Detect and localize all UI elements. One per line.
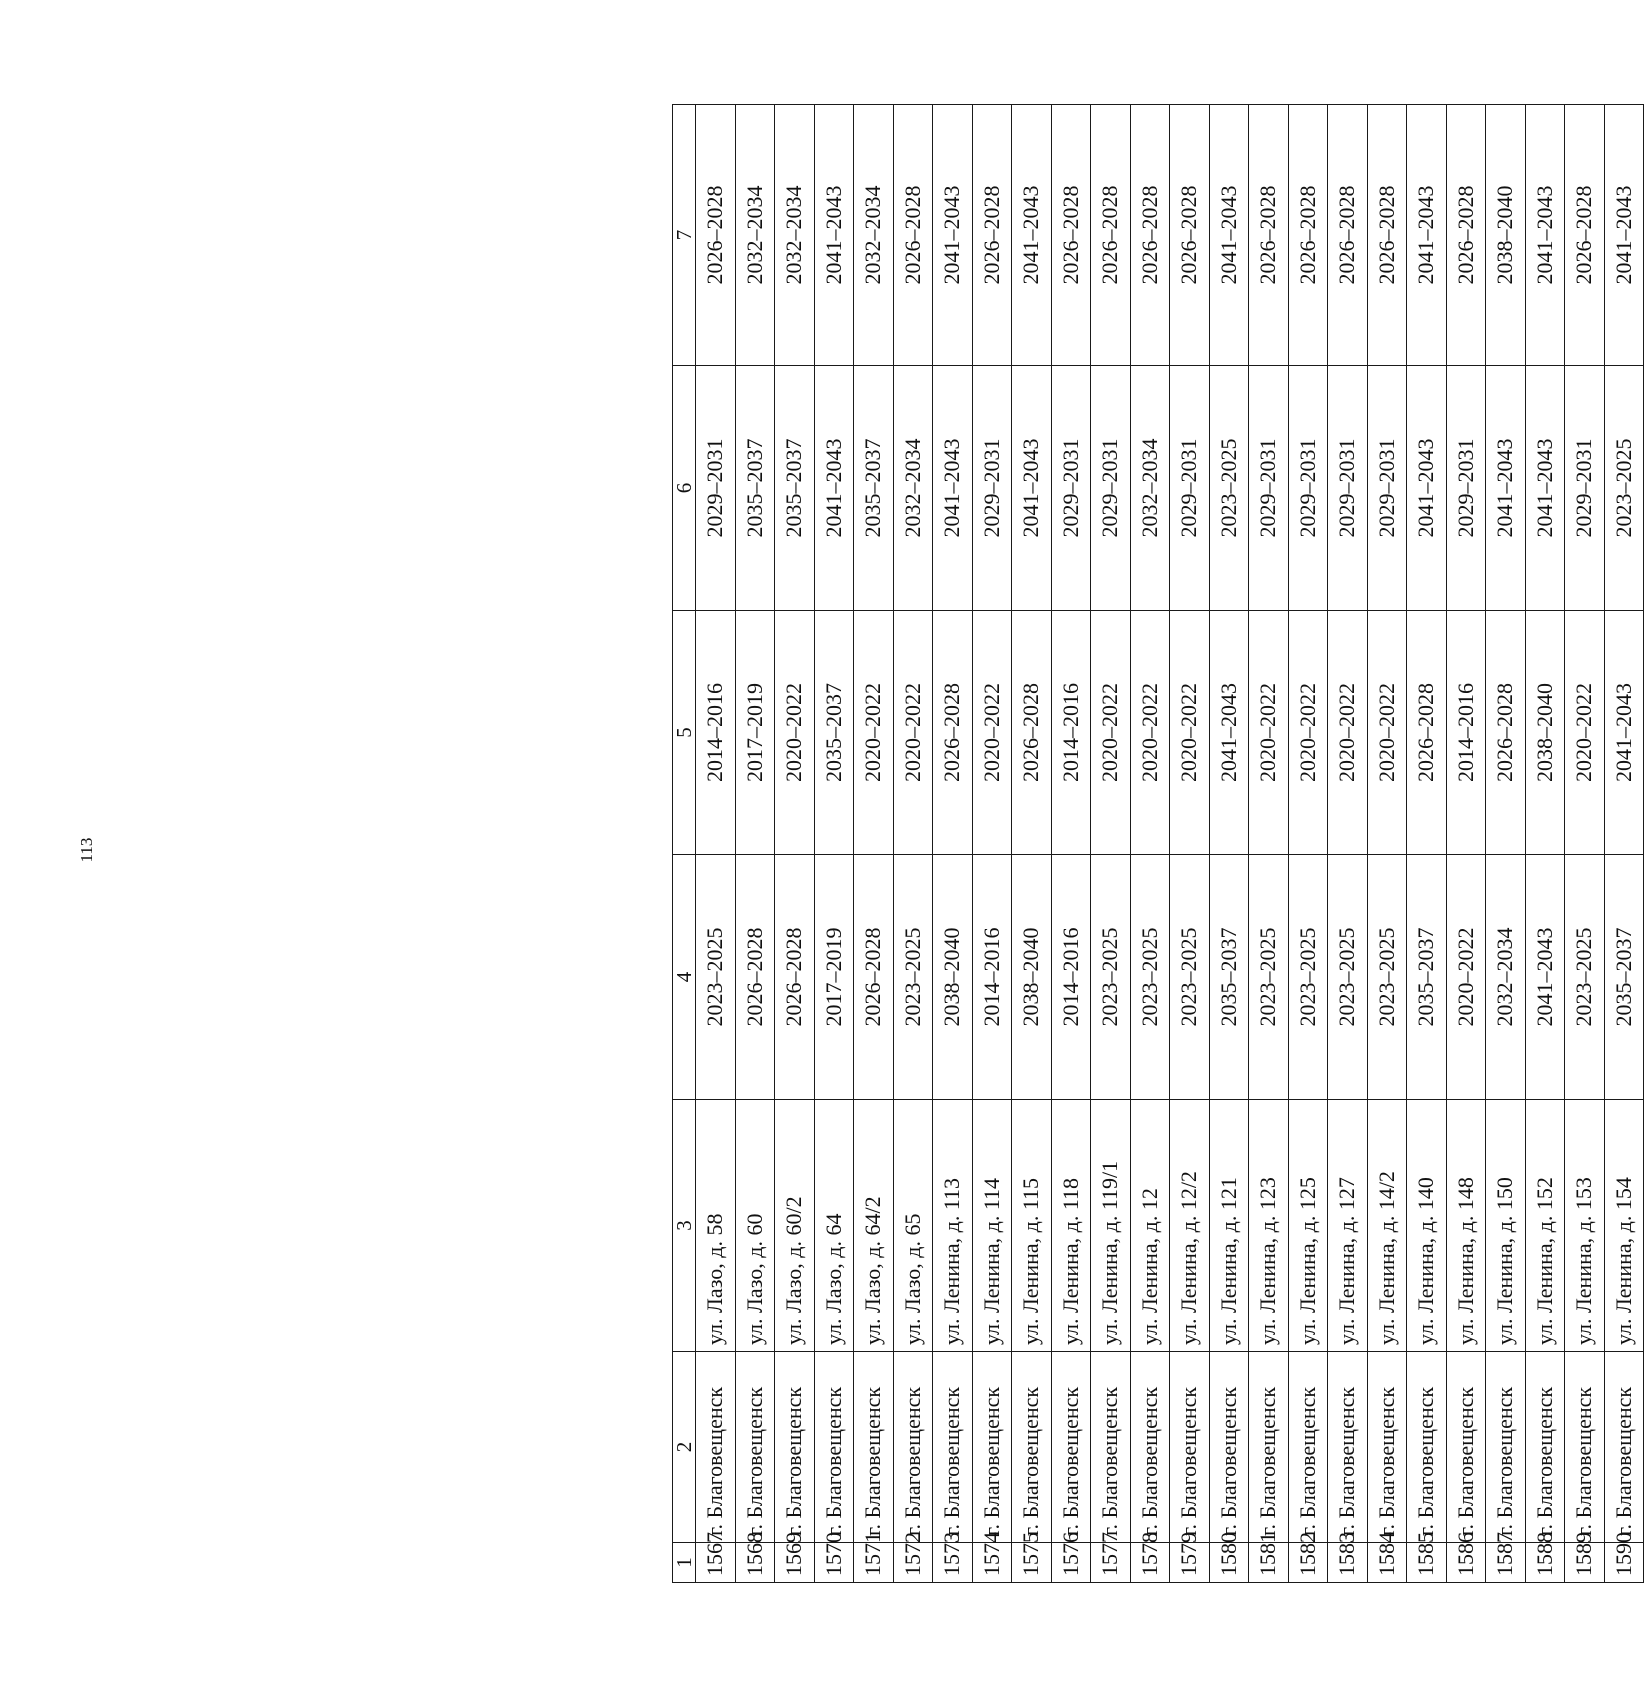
table-row <box>1604 105 1644 1583</box>
table-row <box>735 105 775 1583</box>
table-body <box>696 105 1644 1583</box>
period-cell: 2035–2037 <box>854 366 894 611</box>
period-cell: 2035–2037 <box>1407 855 1447 1100</box>
row-number-cell: 1576 <box>1051 1543 1091 1583</box>
address-cell: ул. Ленина, д. 123 <box>1249 1100 1289 1352</box>
address-cell: ул. Ленина, д. 114 <box>972 1100 1012 1352</box>
period-cell: 2026–2028 <box>1565 105 1605 366</box>
period-cell: 2032–2034 <box>775 105 815 366</box>
period-cell: 2020–2022 <box>1367 611 1407 855</box>
city-cell: г. Благовещенск <box>1091 1352 1131 1543</box>
table-row <box>1525 105 1565 1583</box>
period-cell: 2041–2043 <box>933 366 973 611</box>
address-cell: ул. Ленина, д. 12/2 <box>1170 1100 1210 1352</box>
period-cell: 2041–2043 <box>1012 105 1052 366</box>
period-cell: 2026–2028 <box>1091 105 1131 366</box>
table-row <box>696 105 736 1583</box>
address-cell: ул. Лазо, д. 60 <box>735 1100 775 1352</box>
column-header: 4 <box>673 855 696 1100</box>
period-cell: 2023–2025 <box>1209 366 1249 611</box>
city-cell: г. Благовещенск <box>1130 1352 1170 1543</box>
period-cell: 2032–2034 <box>893 366 933 611</box>
period-cell: 2041–2043 <box>1525 855 1565 1100</box>
period-cell: 2020–2022 <box>854 611 894 855</box>
row-number-cell: 1567 <box>696 1543 736 1583</box>
city-cell: г. Благовещенск <box>696 1352 736 1543</box>
period-cell: 2020–2022 <box>1328 611 1368 855</box>
period-cell: 2038–2040 <box>1525 611 1565 855</box>
period-cell: 2035–2037 <box>735 366 775 611</box>
address-cell: ул. Ленина, д. 119/1 <box>1091 1100 1131 1352</box>
table-row <box>1091 105 1131 1583</box>
row-number-cell: 1573 <box>933 1543 973 1583</box>
period-cell: 2020–2022 <box>1288 611 1328 855</box>
period-cell: 2029–2031 <box>1328 366 1368 611</box>
period-cell: 2041–2043 <box>1012 366 1052 611</box>
city-cell: г. Благовещенск <box>775 1352 815 1543</box>
city-cell: г. Благовещенск <box>1565 1352 1605 1543</box>
period-cell: 2014–2016 <box>972 855 1012 1100</box>
row-number-cell: 1570 <box>814 1543 854 1583</box>
city-cell: г. Благовещенск <box>1209 1352 1249 1543</box>
period-cell: 2032–2034 <box>854 105 894 366</box>
address-cell: ул. Ленина, д. 154 <box>1604 1100 1644 1352</box>
period-cell: 2038–2040 <box>1012 855 1052 1100</box>
period-cell: 2041–2043 <box>1604 611 1644 855</box>
period-cell: 2041–2043 <box>1525 105 1565 366</box>
table-row <box>814 105 854 1583</box>
row-number-cell: 1584 <box>1367 1543 1407 1583</box>
row-number-cell: 1574 <box>972 1543 1012 1583</box>
table-row <box>1486 105 1526 1583</box>
period-cell: 2041–2043 <box>1407 366 1447 611</box>
period-cell: 2017–2019 <box>735 611 775 855</box>
period-cell: 2029–2031 <box>972 366 1012 611</box>
address-cell: ул. Ленина, д. 14/2 <box>1367 1100 1407 1352</box>
period-cell: 2023–2025 <box>1170 855 1210 1100</box>
period-cell: 2023–2025 <box>1249 855 1289 1100</box>
period-cell: 2029–2031 <box>1565 366 1605 611</box>
column-header: 6 <box>673 366 696 611</box>
period-cell: 2038–2040 <box>1486 105 1526 366</box>
city-cell: г. Благовещенск <box>1407 1352 1447 1543</box>
column-header: 3 <box>673 1100 696 1352</box>
period-cell: 2041–2043 <box>1604 105 1644 366</box>
period-cell: 2026–2028 <box>1446 105 1486 366</box>
row-number-cell: 1579 <box>1170 1543 1210 1583</box>
period-cell: 2029–2031 <box>1249 366 1289 611</box>
period-cell: 2020–2022 <box>1249 611 1289 855</box>
address-cell: ул. Ленина, д. 125 <box>1288 1100 1328 1352</box>
period-cell: 2029–2031 <box>1446 366 1486 611</box>
row-number-cell: 1586 <box>1446 1543 1486 1583</box>
period-cell: 2023–2025 <box>1604 366 1644 611</box>
row-number-cell: 1581 <box>1249 1543 1289 1583</box>
period-cell: 2026–2028 <box>972 105 1012 366</box>
period-cell: 2020–2022 <box>1446 855 1486 1100</box>
period-cell: 2020–2022 <box>775 611 815 855</box>
period-cell: 2035–2037 <box>814 611 854 855</box>
data-table <box>672 104 1644 1583</box>
period-cell: 2041–2043 <box>1486 366 1526 611</box>
period-cell: 2029–2031 <box>1170 366 1210 611</box>
period-cell: 2041–2043 <box>1209 105 1249 366</box>
period-cell: 2026–2028 <box>1249 105 1289 366</box>
table-row <box>1565 105 1605 1583</box>
city-cell: г. Благовещенск <box>933 1352 973 1543</box>
period-cell: 2020–2022 <box>1565 611 1605 855</box>
row-number-cell: 1575 <box>1012 1543 1052 1583</box>
table-row <box>1249 105 1289 1583</box>
period-cell: 2014–2016 <box>1051 855 1091 1100</box>
table-row <box>775 105 815 1583</box>
address-cell: ул. Ленина, д. 121 <box>1209 1100 1249 1352</box>
table-row <box>1407 105 1447 1583</box>
period-cell: 2020–2022 <box>893 611 933 855</box>
period-cell: 2035–2037 <box>1604 855 1644 1100</box>
city-cell: г. Благовещенск <box>1170 1352 1210 1543</box>
period-cell: 2038–2040 <box>933 855 973 1100</box>
row-number-cell: 1585 <box>1407 1543 1447 1583</box>
period-cell: 2020–2022 <box>1130 611 1170 855</box>
address-cell: ул. Лазо, д. 64 <box>814 1100 854 1352</box>
row-number-cell: 1589 <box>1565 1543 1605 1583</box>
period-cell: 2026–2028 <box>1170 105 1210 366</box>
row-number-cell: 1572 <box>893 1543 933 1583</box>
row-number-cell: 1568 <box>735 1543 775 1583</box>
address-cell: ул. Лазо, д. 65 <box>893 1100 933 1352</box>
period-cell: 2029–2031 <box>1367 366 1407 611</box>
row-number-cell: 1569 <box>775 1543 815 1583</box>
city-cell: г. Благовещенск <box>1604 1352 1644 1543</box>
period-cell: 2023–2025 <box>1091 855 1131 1100</box>
period-cell: 2023–2025 <box>1130 855 1170 1100</box>
city-cell: г. Благовещенск <box>1328 1352 1368 1543</box>
address-cell: ул. Ленина, д. 148 <box>1446 1100 1486 1352</box>
address-cell: ул. Ленина, д. 140 <box>1407 1100 1447 1352</box>
period-cell: 2026–2028 <box>1486 611 1526 855</box>
column-header: 5 <box>673 611 696 855</box>
city-cell: г. Благовещенск <box>1051 1352 1091 1543</box>
row-number-cell: 1578 <box>1130 1543 1170 1583</box>
period-cell: 2029–2031 <box>1091 366 1131 611</box>
city-cell: г. Благовещенск <box>854 1352 894 1543</box>
address-cell: ул. Ленина, д. 113 <box>933 1100 973 1352</box>
column-header: 1 <box>673 1543 696 1583</box>
period-cell: 2032–2034 <box>1486 855 1526 1100</box>
page-number: 113 <box>77 837 96 863</box>
period-cell: 2032–2034 <box>1130 366 1170 611</box>
table-row <box>1170 105 1210 1583</box>
city-cell: г. Благовещенск <box>1367 1352 1407 1543</box>
period-cell: 2020–2022 <box>972 611 1012 855</box>
period-cell: 2026–2028 <box>775 855 815 1100</box>
city-cell: г. Благовещенск <box>1525 1352 1565 1543</box>
period-cell: 2023–2025 <box>1367 855 1407 1100</box>
period-cell: 2041–2043 <box>1525 366 1565 611</box>
row-number-cell: 1571 <box>854 1543 894 1583</box>
city-cell: г. Благовещенск <box>1446 1352 1486 1543</box>
period-cell: 2029–2031 <box>696 366 736 611</box>
period-cell: 2029–2031 <box>1051 366 1091 611</box>
period-cell: 2023–2025 <box>1565 855 1605 1100</box>
period-cell: 2041–2043 <box>814 366 854 611</box>
period-cell: 2020–2022 <box>1091 611 1131 855</box>
city-cell: г. Благовещенск <box>1249 1352 1289 1543</box>
row-number-cell: 1588 <box>1525 1543 1565 1583</box>
period-cell: 2026–2028 <box>854 855 894 1100</box>
period-cell: 2026–2028 <box>1328 105 1368 366</box>
period-cell: 2014–2016 <box>696 611 736 855</box>
table-row <box>854 105 894 1583</box>
period-cell: 2023–2025 <box>1288 855 1328 1100</box>
table-row <box>1012 105 1052 1583</box>
address-cell: ул. Ленина, д. 12 <box>1130 1100 1170 1352</box>
city-cell: г. Благовещенск <box>1486 1352 1526 1543</box>
row-number-cell: 1583 <box>1328 1543 1368 1583</box>
address-cell: ул. Лазо, д. 64/2 <box>854 1100 894 1352</box>
period-cell: 2023–2025 <box>893 855 933 1100</box>
address-cell: ул. Лазо, д. 58 <box>696 1100 736 1352</box>
table-row <box>933 105 973 1583</box>
table-row <box>1130 105 1170 1583</box>
table-row <box>1367 105 1407 1583</box>
address-cell: ул. Ленина, д. 152 <box>1525 1100 1565 1352</box>
address-cell: ул. Ленина, д. 127 <box>1328 1100 1368 1352</box>
address-cell: ул. Лазо, д. 60/2 <box>775 1100 815 1352</box>
period-cell: 2017–2019 <box>814 855 854 1100</box>
period-cell: 2041–2043 <box>1209 611 1249 855</box>
period-cell: 2023–2025 <box>696 855 736 1100</box>
period-cell: 2041–2043 <box>1407 105 1447 366</box>
period-cell: 2029–2031 <box>1288 366 1328 611</box>
table-row <box>1446 105 1486 1583</box>
period-cell: 2041–2043 <box>814 105 854 366</box>
column-header: 7 <box>673 105 696 366</box>
city-cell: г. Благовещенск <box>1012 1352 1052 1543</box>
period-cell: 2014–2016 <box>1051 611 1091 855</box>
city-cell: г. Благовещенск <box>735 1352 775 1543</box>
column-header: 2 <box>673 1352 696 1543</box>
period-cell: 2026–2028 <box>893 105 933 366</box>
period-cell: 2041–2043 <box>933 105 973 366</box>
period-cell: 2026–2028 <box>1130 105 1170 366</box>
table-row <box>1288 105 1328 1583</box>
city-cell: г. Благовещенск <box>972 1352 1012 1543</box>
city-cell: г. Благовещенск <box>814 1352 854 1543</box>
period-cell: 2023–2025 <box>1328 855 1368 1100</box>
city-cell: г. Благовещенск <box>1288 1352 1328 1543</box>
address-cell: ул. Ленина, д. 150 <box>1486 1100 1526 1352</box>
table-row <box>1051 105 1091 1583</box>
table-row <box>893 105 933 1583</box>
period-cell: 2032–2034 <box>735 105 775 366</box>
period-cell: 2026–2028 <box>696 105 736 366</box>
period-cell: 2026–2028 <box>933 611 973 855</box>
table-row <box>972 105 1012 1583</box>
table-row <box>1209 105 1249 1583</box>
period-cell: 2035–2037 <box>1209 855 1249 1100</box>
row-number-cell: 1582 <box>1288 1543 1328 1583</box>
period-cell: 2020–2022 <box>1170 611 1210 855</box>
header-row <box>673 105 696 1583</box>
period-cell: 2026–2028 <box>735 855 775 1100</box>
row-number-cell: 1590 <box>1604 1543 1644 1583</box>
row-number-cell: 1587 <box>1486 1543 1526 1583</box>
period-cell: 2026–2028 <box>1051 105 1091 366</box>
address-cell: ул. Ленина, д. 153 <box>1565 1100 1605 1352</box>
period-cell: 2026–2028 <box>1012 611 1052 855</box>
period-cell: 2014–2016 <box>1446 611 1486 855</box>
row-number-cell: 1580 <box>1209 1543 1249 1583</box>
city-cell: г. Благовещенск <box>893 1352 933 1543</box>
table-row <box>1328 105 1368 1583</box>
period-cell: 2026–2028 <box>1407 611 1447 855</box>
address-cell: ул. Ленина, д. 115 <box>1012 1100 1052 1352</box>
period-cell: 2026–2028 <box>1288 105 1328 366</box>
table-container <box>672 105 1644 1583</box>
address-cell: ул. Ленина, д. 118 <box>1051 1100 1091 1352</box>
row-number-cell: 1577 <box>1091 1543 1131 1583</box>
period-cell: 2035–2037 <box>775 366 815 611</box>
period-cell: 2026–2028 <box>1367 105 1407 366</box>
